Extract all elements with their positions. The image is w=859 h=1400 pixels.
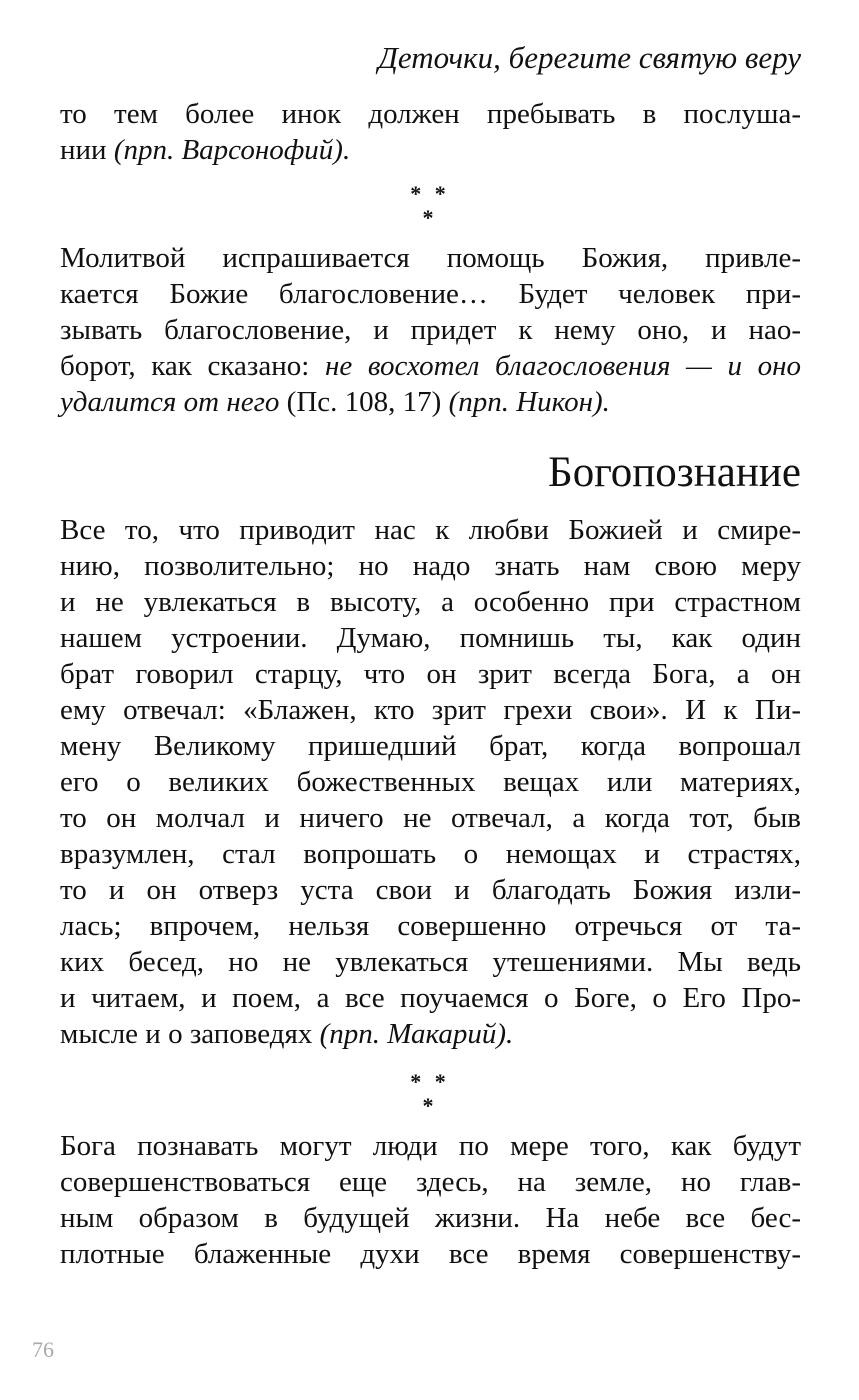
scripture-quote: не восхотел благословения — и оно [324,350,801,382]
text-line: его о великих божественных вещах или материях, [60,766,801,798]
text-line: Молитвой испрашивается помощь Божия, привле- [60,242,801,274]
text-line: совершенствоваться еще здесь, на земле, но глав- [60,1166,801,1198]
section-title: Богопознание [548,449,801,496]
text-line: нию, позволительно; но надо знать нам свою меру [60,550,801,582]
running-header: Деточки, берегите святую веру [378,40,801,75]
text-line: лась; впрочем, нельзя совершенно отречься от та- [60,910,801,942]
scripture-quote: удалится от него [60,386,280,418]
text-line [60,384,801,420]
text-line [60,132,801,168]
text-line: мену Великому пришедший брат, когда вопрошал [60,730,801,762]
text-line: Бога познавать могут люди по мере того, как будут [60,1130,801,1162]
text-line: кается Божие благословение… Будет человек при- [60,278,801,310]
book-page [60,0,801,1400]
scripture-reference: (Пс. 108, 17) [286,386,442,418]
text-line: и не увлекаться в высоту, а особенно при страстном [60,586,801,618]
text-line: зывать благословение, и придет к нему оно, и нао- [60,314,801,346]
text-span: мысле и о заповедях [60,1018,313,1050]
text-line: Все то, что приводит нас к любви Божией и смире- [60,514,801,546]
page-number: 76 [32,1337,54,1362]
attribution: (прп. Варсонофий). [113,134,351,166]
text-line: ему отвечал: «Блажен, кто зрит грехи свои». И к Пи- [60,694,801,726]
text-line: плотные блаженные духи все время совершенству- [60,1238,801,1270]
text-line: вразумлен, стал вопрошать о немощах и страстях, [60,838,801,870]
text-span: нии [60,134,107,166]
text-span: борот, как сказано: [60,350,310,382]
text-line: брат говорил старцу, что он зрит всегда Бога, а он [60,658,801,690]
text-line: и читаем, и поем, а все поучаемся о Боге, о Его Про- [60,982,801,1014]
text-line: то он молчал и ничего не отвечал, а когда тот, быв [60,802,801,834]
attribution: (прп. Макарий). [319,1018,514,1050]
text-line [60,1016,801,1052]
section-separator: * * * [410,1069,450,1118]
text-line: то тем более инок должен пребывать в послуша- [60,98,801,130]
text-line: ным образом в будущей жизни. На небе все бес- [60,1202,801,1234]
text-line [60,348,801,384]
section-separator: * * * [410,181,450,230]
text-line: то и он отверз уста свои и благодать Божия изли- [60,874,801,906]
text-line: нашем устроении. Думаю, помнишь ты, как один [60,622,801,654]
attribution: (прп. Никон). [448,386,610,418]
text-line: ких бесед, но не увлекаться утешениями. Мы ведь [60,946,801,978]
